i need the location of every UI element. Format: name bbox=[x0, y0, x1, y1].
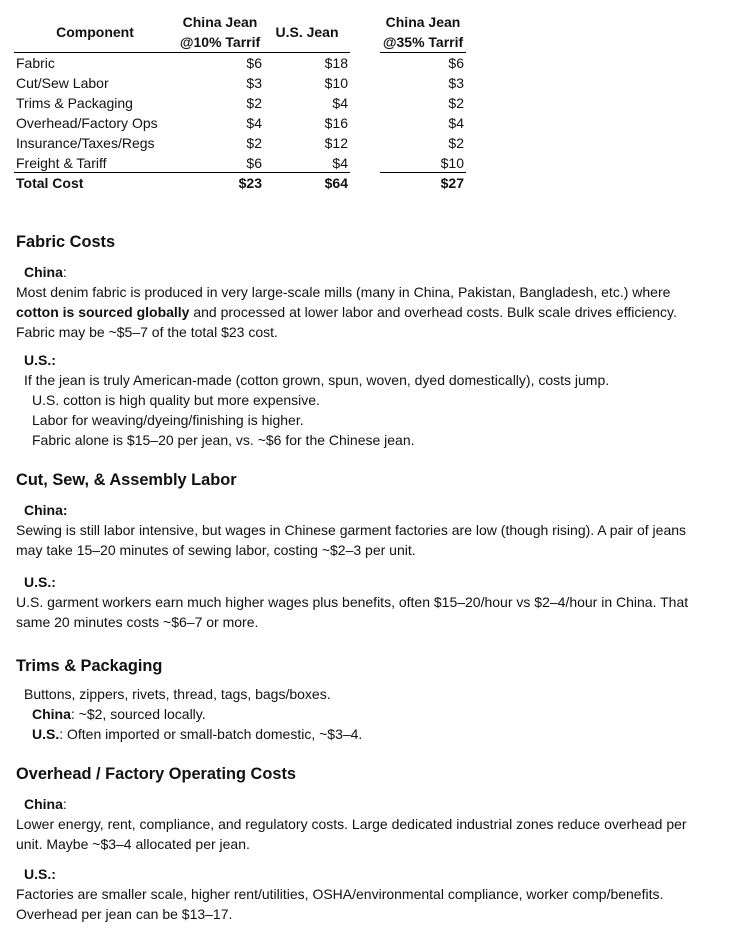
row-label: Cut/Sew Labor bbox=[16, 75, 109, 91]
header-us-label: U.S. Jean bbox=[275, 24, 339, 40]
overhead-us-label-line: U.S.: bbox=[24, 866, 56, 882]
total-us: $64 bbox=[324, 175, 348, 191]
table-row bbox=[14, 113, 474, 133]
row-label: Trims & Packaging bbox=[16, 95, 133, 111]
row-label: Fabric bbox=[16, 55, 55, 71]
cell-china-35: $6 bbox=[448, 55, 464, 71]
overhead-china-label: China bbox=[24, 796, 63, 812]
fabric-china-text-a: Most denim fabric is produced in very large-scale mills (many in China, Pakistan, Bangladesh, etc.) where bbox=[16, 284, 671, 300]
cell-china-35: $10 bbox=[440, 155, 464, 171]
labor-china-text: Sewing is still labor intensive, but wages in Chinese garment factories are low (though rising). A pair of jeans may take 15–20 minutes of sewing labor, costing ~$2–3 per unit. bbox=[16, 522, 687, 558]
cell-china-10: $6 bbox=[246, 55, 262, 71]
total-row bbox=[14, 173, 474, 193]
cell-china-10: $4 bbox=[246, 115, 262, 131]
header-china-35-line1: China Jean bbox=[385, 14, 461, 30]
heading-overhead: Overhead / Factory Operating Costs bbox=[16, 765, 297, 783]
total-china-35: $27 bbox=[440, 175, 464, 191]
cell-china-10: $3 bbox=[246, 75, 262, 91]
heading-fabric-costs: Fabric Costs bbox=[16, 233, 116, 251]
labor-china-label-line: China: bbox=[24, 502, 68, 518]
row-label: Insurance/Taxes/Regs bbox=[16, 135, 155, 151]
cell-us: $16 bbox=[324, 115, 348, 131]
trims-us-label: U.S. bbox=[32, 726, 60, 742]
document-body bbox=[16, 232, 716, 924]
trims-us-text: : Often imported or small-batch domestic, ~$3–4. bbox=[59, 726, 363, 742]
cell-china-10: $2 bbox=[246, 135, 262, 151]
trims-intro: Buttons, zippers, rivets, thread, tags, bags/boxes. bbox=[24, 686, 331, 702]
cell-china-10: $6 bbox=[246, 155, 262, 171]
fabric-us-bullet-1: U.S. cotton is high quality but more expensive. bbox=[32, 392, 320, 408]
cell-us: $12 bbox=[324, 135, 348, 151]
cell-us: $4 bbox=[332, 155, 348, 171]
total-label: Total Cost bbox=[16, 175, 84, 191]
cell-us: $10 bbox=[324, 75, 348, 91]
header-component-label: Component bbox=[56, 24, 134, 40]
trims-china-line bbox=[16, 704, 716, 724]
table-row bbox=[14, 53, 474, 73]
header-component bbox=[14, 10, 176, 54]
fabric-us-label: U.S. bbox=[24, 352, 52, 368]
heading-trims: Trims & Packaging bbox=[16, 657, 163, 675]
table-row bbox=[14, 153, 474, 173]
fabric-us-bullet-2: Labor for weaving/dyeing/finishing is higher. bbox=[32, 412, 304, 428]
fabric-us-intro: If the jean is truly American-made (cotton grown, spun, woven, dyed domestically), costs jump. bbox=[24, 372, 610, 388]
labor-us-label-line: U.S.: bbox=[24, 574, 56, 590]
trims-us-line bbox=[16, 724, 716, 744]
labor-china-label: China bbox=[24, 502, 63, 518]
fabric-china-text bbox=[16, 282, 716, 342]
overhead-china-text: Lower energy, rent, compliance, and regulatory costs. Large dedicated industrial zones reduce overhead per unit. Maybe ~$3–4 allocated per jean. bbox=[16, 816, 687, 852]
overhead-us-text: Factories are smaller scale, higher rent/utilities, OSHA/environmental compliance, worker comp/benefits. Overhead per jean can be $13–17. bbox=[16, 886, 664, 922]
cell-us: $4 bbox=[332, 95, 348, 111]
cell-us: $18 bbox=[324, 55, 348, 71]
heading-labor: Cut, Sew, & Assembly Labor bbox=[16, 471, 237, 489]
fabric-china-label-line: China: bbox=[24, 264, 67, 280]
fabric-china-text-bold: cotton is sourced globally bbox=[16, 304, 190, 320]
header-china-35 bbox=[380, 10, 466, 54]
table-row bbox=[14, 133, 474, 153]
cell-china-10: $2 bbox=[246, 95, 262, 111]
overhead-china-label-line: China: bbox=[24, 796, 67, 812]
table-row bbox=[14, 93, 474, 113]
cell-china-35: $4 bbox=[448, 115, 464, 131]
cell-china-35: $3 bbox=[448, 75, 464, 91]
cell-china-35: $2 bbox=[448, 95, 464, 111]
fabric-us-bullet-3: Fabric alone is $15–20 per jean, vs. ~$6 for the Chinese jean. bbox=[32, 432, 415, 448]
trims-china-label: China bbox=[32, 706, 71, 722]
header-china-10-line2: @10% Tarrif bbox=[179, 34, 261, 50]
total-china-10: $23 bbox=[238, 175, 262, 191]
fabric-china-label: China bbox=[24, 264, 63, 280]
fabric-us-label-line: U.S.: bbox=[24, 352, 56, 368]
fabric-china-text-b: and processed at lower labor and overhead costs. Bulk scale drives efficiency. Fabric may be ~$5–7 of the total $23 cost. bbox=[16, 304, 677, 340]
header-us bbox=[264, 10, 350, 54]
labor-us-label: U.S. bbox=[24, 574, 52, 590]
header-china-35-line2: @35% Tarrif bbox=[382, 34, 464, 50]
header-china-10 bbox=[176, 10, 264, 54]
row-label: Overhead/Factory Ops bbox=[16, 115, 158, 131]
row-label: Freight & Tariff bbox=[16, 155, 107, 171]
table-row bbox=[14, 73, 474, 93]
trims-china-text: : ~$2, sourced locally. bbox=[70, 706, 206, 722]
cell-china-35: $2 bbox=[448, 135, 464, 151]
header-china-10-line1: China Jean bbox=[182, 14, 258, 30]
labor-us-text: U.S. garment workers earn much higher wages plus benefits, often $15–20/hour vs $2–4/hour in China. That same 20 minutes costs ~$6–7 or more. bbox=[16, 594, 689, 630]
overhead-us-label: U.S. bbox=[24, 866, 52, 882]
